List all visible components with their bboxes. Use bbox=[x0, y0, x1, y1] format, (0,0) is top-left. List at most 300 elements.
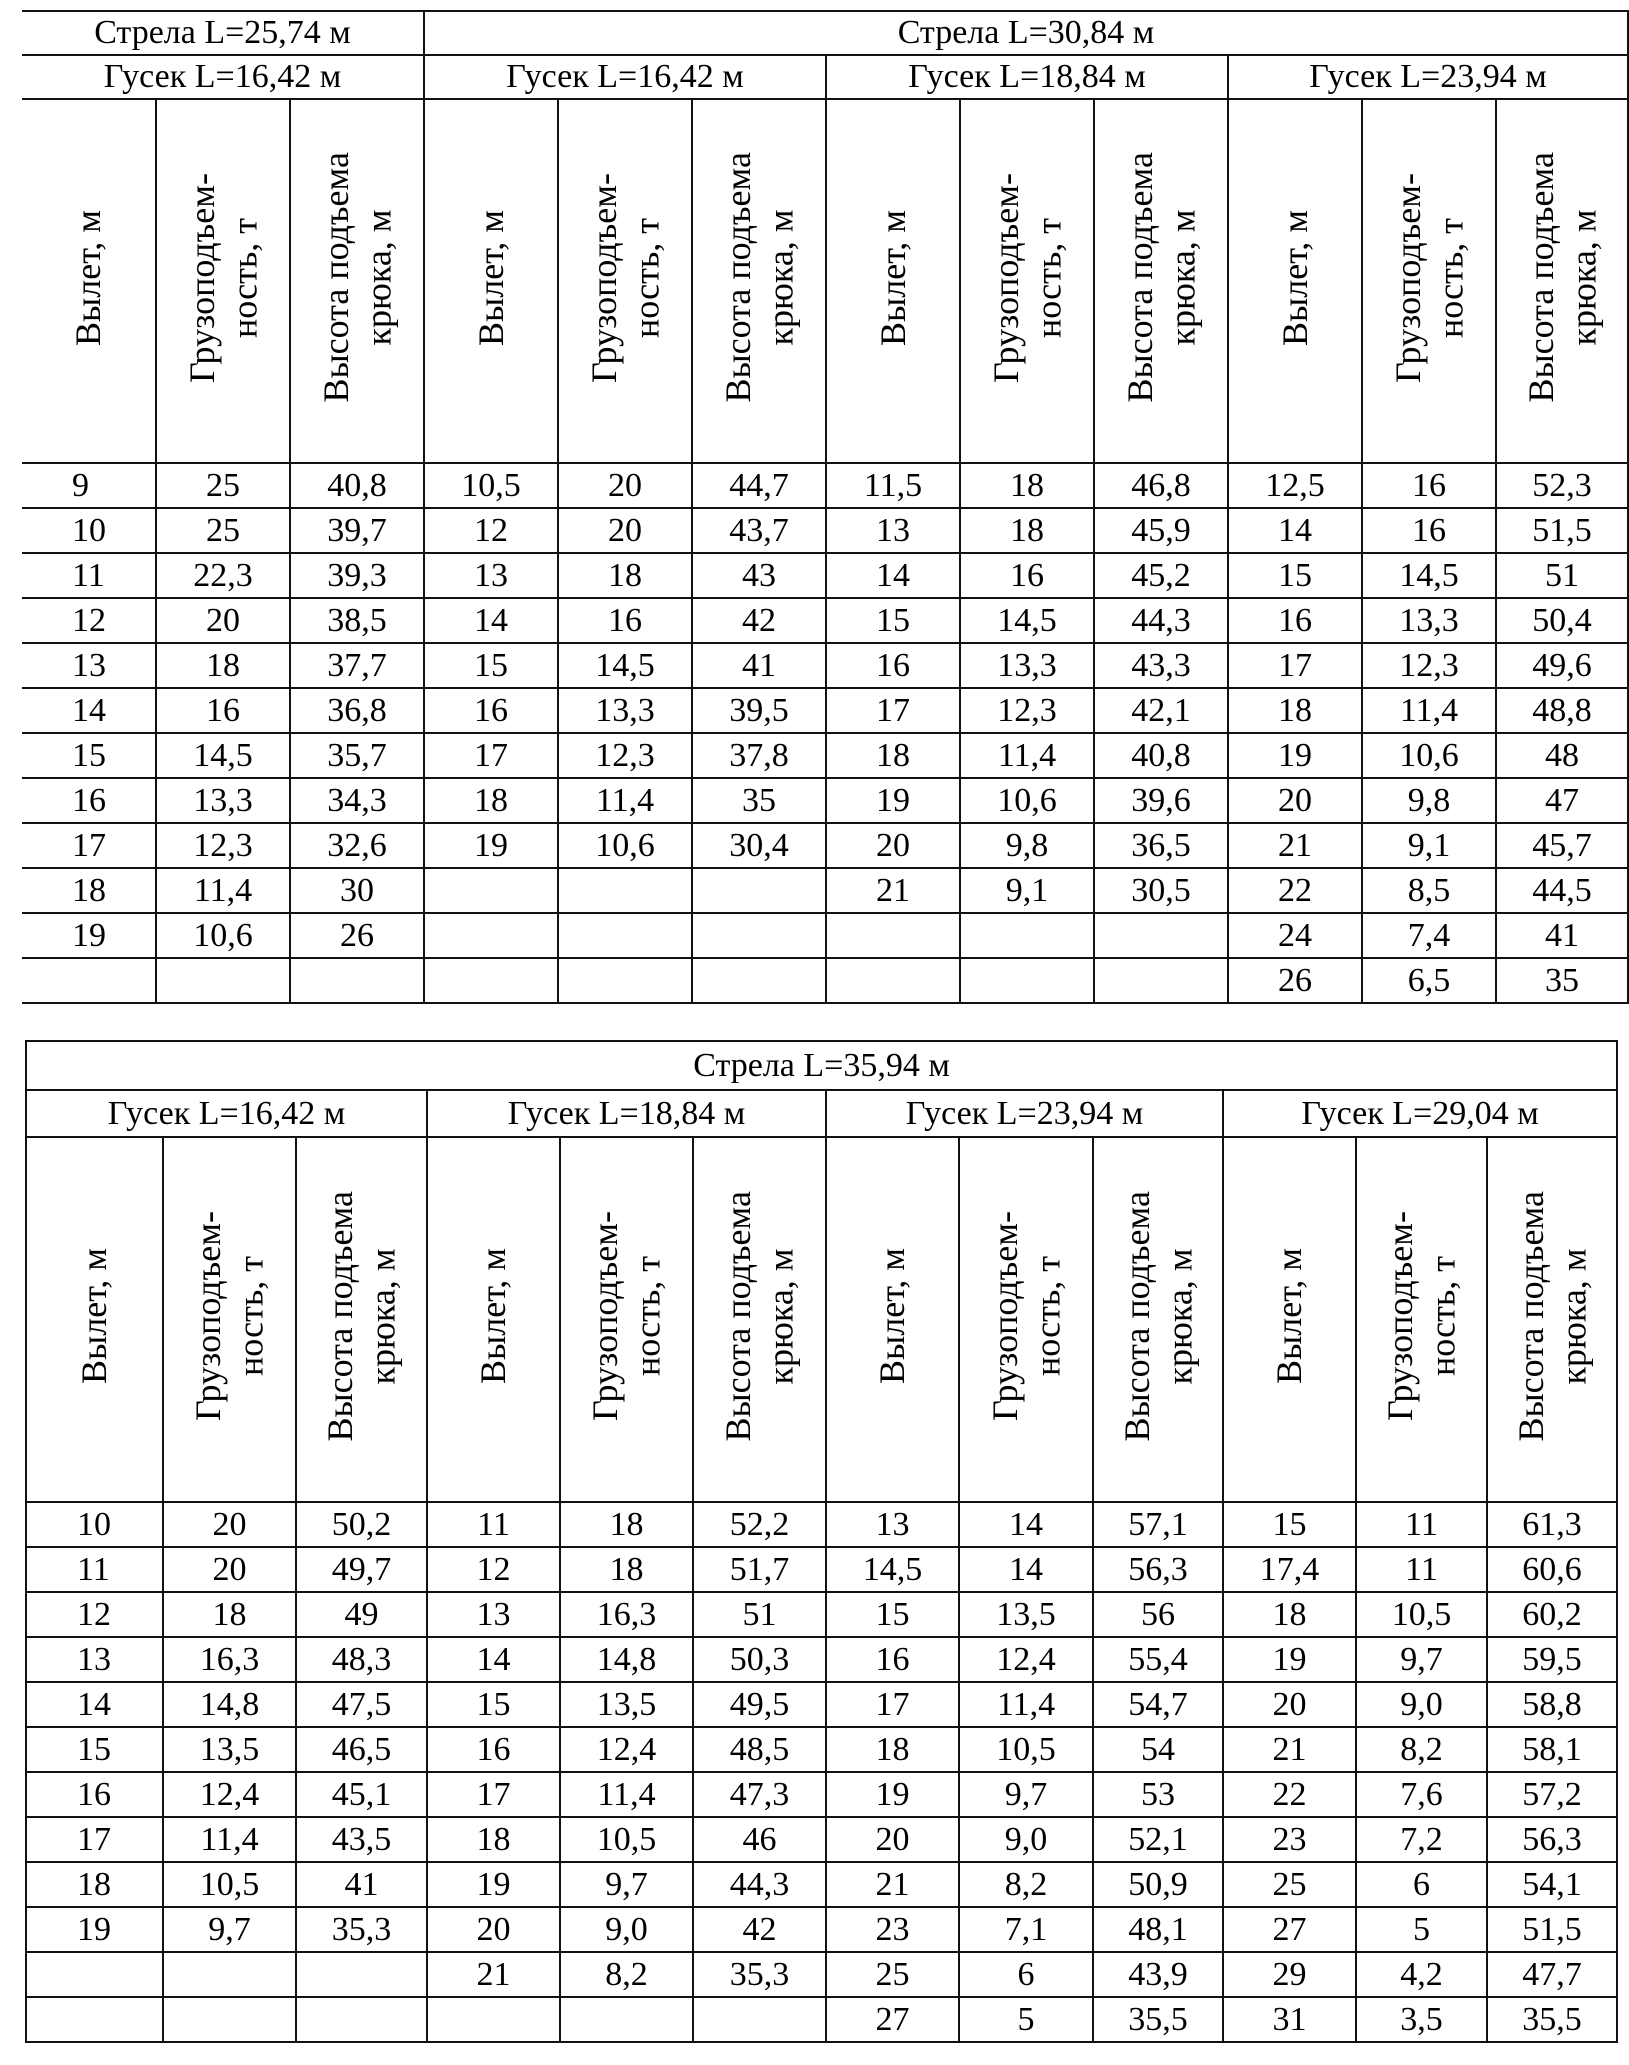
table-cell-vylet: 13 bbox=[22, 643, 156, 688]
table-cell-gruz bbox=[163, 1952, 296, 1997]
table-cell-vylet: 15 bbox=[26, 1727, 163, 1772]
table-cell-vylet: 16 bbox=[826, 1637, 959, 1682]
table-cell-vys: 46 bbox=[693, 1817, 826, 1862]
gusek-header: Гусек L=23,94 м bbox=[826, 1090, 1223, 1137]
column-header-line: крюка, м bbox=[1162, 209, 1202, 346]
table-cell-gruz: 14,8 bbox=[163, 1682, 296, 1727]
table-cell-vys: 43 bbox=[692, 553, 826, 598]
table-cell-vylet: 13 bbox=[26, 1637, 163, 1682]
column-header-gruz bbox=[1356, 1137, 1487, 1502]
table-cell-vylet: 21 bbox=[826, 1862, 959, 1907]
column-header-vys bbox=[290, 99, 424, 463]
table-cell-vys: 54,1 bbox=[1487, 1862, 1617, 1907]
table-cell-vys: 44,3 bbox=[1094, 598, 1228, 643]
column-header-label: Вылет, м bbox=[470, 209, 511, 346]
column-header-line: ность, т bbox=[626, 217, 666, 338]
table-cell-vys bbox=[1094, 958, 1228, 1003]
table-cell-vylet: 20 bbox=[427, 1907, 560, 1952]
table-cell-vys: 51,5 bbox=[1496, 508, 1628, 553]
table-cell-gruz: 10,6 bbox=[1362, 733, 1496, 778]
table-cell-vylet: 18 bbox=[826, 1727, 959, 1772]
table-cell-vys: 57,2 bbox=[1487, 1772, 1617, 1817]
table-cell-vylet: 14 bbox=[26, 1682, 163, 1727]
column-header-gruz bbox=[163, 1137, 296, 1502]
table-cell-vylet: 10 bbox=[22, 508, 156, 553]
table-cell-gruz: 6 bbox=[959, 1952, 1093, 1997]
table-cell-vylet: 19 bbox=[1228, 733, 1362, 778]
table-cell-vylet: 15 bbox=[427, 1682, 560, 1727]
table-cell-vys: 52,2 bbox=[693, 1502, 826, 1547]
table-cell-vys: 42 bbox=[693, 1907, 826, 1952]
table-cell-vys bbox=[693, 1997, 826, 2042]
table-cell-gruz: 18 bbox=[163, 1592, 296, 1637]
table-cell-vylet: 9 bbox=[22, 463, 156, 508]
table-cell-vylet: 19 bbox=[826, 778, 960, 823]
table-cell-gruz: 18 bbox=[156, 643, 290, 688]
column-header-label: Вылет, м bbox=[74, 1248, 115, 1384]
gusek-header: Гусек L=23,94 м bbox=[1228, 55, 1628, 99]
column-header-gruz bbox=[156, 99, 290, 463]
table-row bbox=[22, 958, 1628, 1003]
table-cell-vys: 43,9 bbox=[1093, 1952, 1223, 1997]
column-header-line: Высота подъема bbox=[315, 152, 356, 403]
column-header-line: Грузоподъем- bbox=[984, 1211, 1025, 1421]
table-cell-gruz: 12,4 bbox=[163, 1772, 296, 1817]
table-cell-gruz: 18 bbox=[960, 463, 1094, 508]
column-header-vys bbox=[296, 1137, 427, 1502]
table-cell-gruz: 8,5 bbox=[1362, 868, 1496, 913]
table-cell-vys: 37,8 bbox=[692, 733, 826, 778]
table-row bbox=[22, 643, 1628, 688]
table-cell-gruz: 13,5 bbox=[163, 1727, 296, 1772]
table-cell-gruz: 13,5 bbox=[959, 1592, 1093, 1637]
table-cell-gruz: 10,6 bbox=[558, 823, 692, 868]
table-cell-gruz: 10,6 bbox=[960, 778, 1094, 823]
table-cell-gruz: 13,3 bbox=[1362, 598, 1496, 643]
column-header-line: Грузоподъем- bbox=[585, 1211, 626, 1421]
table-cell-vys: 39,6 bbox=[1094, 778, 1228, 823]
table-cell-gruz: 10,6 bbox=[156, 913, 290, 958]
column-header-line: Высота подъема bbox=[1116, 1190, 1157, 1442]
table-cell-gruz: 25 bbox=[156, 508, 290, 553]
table-cell-vylet: 18 bbox=[26, 1862, 163, 1907]
table-cell-vys: 45,1 bbox=[296, 1772, 427, 1817]
table-cell-vys: 35,5 bbox=[1487, 1997, 1617, 2042]
table-cell-vylet: 16 bbox=[1228, 598, 1362, 643]
table-cell-gruz bbox=[163, 1997, 296, 2042]
table-cell-vylet: 16 bbox=[826, 643, 960, 688]
table-cell-vylet: 13 bbox=[427, 1592, 560, 1637]
table-cell-vylet: 19 bbox=[424, 823, 558, 868]
table-cell-vylet bbox=[22, 958, 156, 1003]
table-cell-gruz: 11,4 bbox=[959, 1682, 1093, 1727]
table-cell-gruz: 16 bbox=[1362, 463, 1496, 508]
table-cell-vylet: 15 bbox=[826, 598, 960, 643]
table-cell-vylet: 19 bbox=[427, 1862, 560, 1907]
table-row bbox=[26, 1952, 1617, 1997]
table-cell-vylet: 20 bbox=[1228, 778, 1362, 823]
column-header-label: Вылет, м bbox=[872, 209, 913, 346]
column-header-gruz bbox=[558, 99, 692, 463]
column-header-vylet bbox=[26, 1137, 163, 1502]
table-cell-gruz: 8,2 bbox=[1356, 1727, 1487, 1772]
table-cell-vylet: 11,5 bbox=[826, 463, 960, 508]
table-cell-vylet: 16 bbox=[424, 688, 558, 733]
table-row bbox=[26, 1907, 1617, 1952]
table-cell-vys: 48 bbox=[1496, 733, 1628, 778]
column-header-vylet bbox=[22, 99, 156, 463]
table-cell-vylet: 17 bbox=[1228, 643, 1362, 688]
table-cell-vylet: 11 bbox=[427, 1502, 560, 1547]
table-cell-vys: 35 bbox=[692, 778, 826, 823]
table-row bbox=[26, 1997, 1617, 2042]
column-header-line: ность, т bbox=[1430, 217, 1470, 338]
table-cell-vys: 47 bbox=[1496, 778, 1628, 823]
table-cell-vylet: 14 bbox=[427, 1637, 560, 1682]
column-header-vys bbox=[1496, 99, 1628, 463]
table-cell-gruz bbox=[960, 958, 1094, 1003]
table-cell-vylet: 19 bbox=[1223, 1637, 1356, 1682]
table-cell-gruz: 4,2 bbox=[1356, 1952, 1487, 1997]
table-cell-vylet: 18 bbox=[1223, 1592, 1356, 1637]
table-cell-gruz: 12,3 bbox=[558, 733, 692, 778]
table-cell-gruz: 13,5 bbox=[560, 1682, 693, 1727]
column-header-gruz bbox=[560, 1137, 693, 1502]
table-cell-vylet: 12,5 bbox=[1228, 463, 1362, 508]
table-cell-vys: 58,8 bbox=[1487, 1682, 1617, 1727]
table-cell-vys: 38,5 bbox=[290, 598, 424, 643]
table-cell-vys: 48,3 bbox=[296, 1637, 427, 1682]
table-cell-vylet: 13 bbox=[826, 1502, 959, 1547]
table-cell-vys: 57,1 bbox=[1093, 1502, 1223, 1547]
table-cell-vylet: 17,4 bbox=[1223, 1547, 1356, 1592]
table-cell-vys: 51 bbox=[1496, 553, 1628, 598]
table-cell-vylet: 24 bbox=[1228, 913, 1362, 958]
table-cell-gruz: 11,4 bbox=[156, 868, 290, 913]
table-cell-vylet: 17 bbox=[826, 688, 960, 733]
column-header-line: крюка, м bbox=[358, 209, 398, 346]
column-header-vylet bbox=[826, 1137, 959, 1502]
table-cell-gruz: 18 bbox=[560, 1502, 693, 1547]
table-cell-vys: 41 bbox=[1496, 913, 1628, 958]
table-cell-vys bbox=[290, 958, 424, 1003]
table-cell-vylet: 22 bbox=[1228, 868, 1362, 913]
table-cell-vys: 54,7 bbox=[1093, 1682, 1223, 1727]
table-cell-vys: 48,5 bbox=[693, 1727, 826, 1772]
table-cell-gruz: 12,4 bbox=[560, 1727, 693, 1772]
table-cell-vylet bbox=[826, 913, 960, 958]
table-cell-vylet: 17 bbox=[427, 1772, 560, 1817]
table-cell-vylet: 15 bbox=[826, 1592, 959, 1637]
table-cell-vylet: 19 bbox=[826, 1772, 959, 1817]
column-header-line: крюка, м bbox=[760, 209, 800, 346]
table-cell-gruz: 10,5 bbox=[560, 1817, 693, 1862]
table-row bbox=[26, 1502, 1617, 1547]
table-row bbox=[26, 1637, 1617, 1682]
table-cell-vys: 55,4 bbox=[1093, 1637, 1223, 1682]
table-cell-vys: 50,3 bbox=[693, 1637, 826, 1682]
table-cell-vys: 35,3 bbox=[296, 1907, 427, 1952]
table-cell-vys: 48,1 bbox=[1093, 1907, 1223, 1952]
table-cell-gruz: 11,4 bbox=[960, 733, 1094, 778]
column-header-label: Вылет, м bbox=[473, 1248, 514, 1384]
table-cell-vys: 45,2 bbox=[1094, 553, 1228, 598]
table-cell-gruz: 14,5 bbox=[1362, 553, 1496, 598]
table-cell-vys: 49,6 bbox=[1496, 643, 1628, 688]
table-cell-gruz: 9,0 bbox=[1356, 1682, 1487, 1727]
table-cell-vys: 30,5 bbox=[1094, 868, 1228, 913]
table-cell-vylet: 16 bbox=[22, 778, 156, 823]
table-cell-vys: 58,1 bbox=[1487, 1727, 1617, 1772]
table-cell-vylet: 18 bbox=[424, 778, 558, 823]
table-cell-vylet: 15 bbox=[1223, 1502, 1356, 1547]
table-cell-vys: 54 bbox=[1093, 1727, 1223, 1772]
column-header-line: ность, т bbox=[1422, 1255, 1463, 1377]
table-cell-vys: 40,8 bbox=[1094, 733, 1228, 778]
table-cell-gruz bbox=[960, 913, 1094, 958]
gusek-header: Гусек L=16,42 м bbox=[22, 55, 424, 99]
table-cell-vylet: 14 bbox=[1228, 508, 1362, 553]
table-cell-vylet bbox=[26, 1952, 163, 1997]
table-row bbox=[22, 508, 1628, 553]
table-cell-vylet: 13 bbox=[826, 508, 960, 553]
table-cell-vylet: 25 bbox=[826, 1952, 959, 1997]
table-cell-vys: 44,3 bbox=[693, 1862, 826, 1907]
table-cell-vys: 51 bbox=[693, 1592, 826, 1637]
column-header-line: Грузоподъем- bbox=[1387, 172, 1428, 383]
table-cell-vys: 49,5 bbox=[693, 1682, 826, 1727]
table-cell-vys: 42 bbox=[692, 598, 826, 643]
table-cell-gruz: 9,1 bbox=[1362, 823, 1496, 868]
table-cell-vys: 56 bbox=[1093, 1592, 1223, 1637]
table-cell-vys: 26 bbox=[290, 913, 424, 958]
table-cell-vys: 41 bbox=[692, 643, 826, 688]
table-cell-vys: 43,5 bbox=[296, 1817, 427, 1862]
column-header-line: Высота подъема bbox=[717, 152, 758, 403]
table-cell-vylet: 18 bbox=[427, 1817, 560, 1862]
table-cell-vylet: 23 bbox=[826, 1907, 959, 1952]
table-cell-vys: 48,8 bbox=[1496, 688, 1628, 733]
table-cell-vys: 39,7 bbox=[290, 508, 424, 553]
table-cell-gruz: 8,2 bbox=[959, 1862, 1093, 1907]
column-header-line: крюка, м bbox=[1553, 1247, 1594, 1385]
table-cell-vylet: 21 bbox=[1228, 823, 1362, 868]
table-cell-vys: 41 bbox=[296, 1862, 427, 1907]
table-cell-gruz: 16 bbox=[558, 598, 692, 643]
column-header-line: ность, т bbox=[627, 1255, 668, 1377]
table-cell-vys: 30 bbox=[290, 868, 424, 913]
table-cell-vys: 59,5 bbox=[1487, 1637, 1617, 1682]
table-cell-vylet: 19 bbox=[22, 913, 156, 958]
table-cell-gruz: 11,4 bbox=[558, 778, 692, 823]
table-cell-vylet: 14 bbox=[826, 553, 960, 598]
table-cell-vylet: 13 bbox=[424, 553, 558, 598]
column-header-line: Высота подъема bbox=[320, 1190, 361, 1442]
table-cell-vylet bbox=[26, 1997, 163, 2042]
table-cell-vylet: 26 bbox=[1228, 958, 1362, 1003]
column-header-vys bbox=[693, 1137, 826, 1502]
table-cell-vylet: 15 bbox=[22, 733, 156, 778]
table-cell-gruz: 12,3 bbox=[156, 823, 290, 868]
table-cell-vylet bbox=[427, 1997, 560, 2042]
table-cell-gruz bbox=[558, 913, 692, 958]
table-cell-gruz: 5 bbox=[959, 1997, 1093, 2042]
table-cell-vys bbox=[692, 958, 826, 1003]
table-cell-gruz: 10,5 bbox=[1356, 1592, 1487, 1637]
table-cell-vylet: 11 bbox=[26, 1547, 163, 1592]
table-cell-vylet: 16 bbox=[26, 1772, 163, 1817]
table-cell-vys: 46,5 bbox=[296, 1727, 427, 1772]
table-row bbox=[26, 1682, 1617, 1727]
table-cell-gruz: 18 bbox=[960, 508, 1094, 553]
table-cell-vys: 50,9 bbox=[1093, 1862, 1223, 1907]
table-cell-gruz: 9,7 bbox=[959, 1772, 1093, 1817]
table-cell-gruz: 14,5 bbox=[156, 733, 290, 778]
column-header-label: Вылет, м bbox=[1269, 1248, 1310, 1384]
table-cell-gruz: 9,7 bbox=[1356, 1637, 1487, 1682]
table-cell-gruz: 20 bbox=[558, 463, 692, 508]
table-cell-gruz: 14,8 bbox=[560, 1637, 693, 1682]
table-cell-gruz: 16,3 bbox=[560, 1592, 693, 1637]
table-cell-gruz: 10,5 bbox=[959, 1727, 1093, 1772]
table-row bbox=[22, 823, 1628, 868]
table-cell-vys: 44,5 bbox=[1496, 868, 1628, 913]
table-cell-gruz: 7,1 bbox=[959, 1907, 1093, 1952]
table-cell-vylet: 27 bbox=[1223, 1907, 1356, 1952]
column-header-vys bbox=[1094, 99, 1228, 463]
table-cell-vys: 44,7 bbox=[692, 463, 826, 508]
table-cell-gruz: 6 bbox=[1356, 1862, 1487, 1907]
table-cell-gruz: 18 bbox=[560, 1547, 693, 1592]
table-cell-gruz: 6,5 bbox=[1362, 958, 1496, 1003]
column-header-label: Вылет, м bbox=[872, 1248, 913, 1384]
table-cell-vys bbox=[1094, 913, 1228, 958]
table-row bbox=[22, 688, 1628, 733]
column-header-vys bbox=[692, 99, 826, 463]
table-cell-vylet: 17 bbox=[22, 823, 156, 868]
table-cell-vylet: 23 bbox=[1223, 1817, 1356, 1862]
column-header-vylet bbox=[1228, 99, 1362, 463]
column-header-label: Вылет, м bbox=[1274, 209, 1315, 346]
table-cell-gruz: 13,3 bbox=[558, 688, 692, 733]
table-cell-vys: 46,8 bbox=[1094, 463, 1228, 508]
table-cell-gruz: 9,1 bbox=[960, 868, 1094, 913]
column-header-label: Вылет, м bbox=[68, 209, 109, 346]
table-row bbox=[22, 598, 1628, 643]
table-cell-gruz: 9,0 bbox=[959, 1817, 1093, 1862]
table-cell-vys: 47,5 bbox=[296, 1682, 427, 1727]
table-cell-vys: 60,2 bbox=[1487, 1592, 1617, 1637]
table-cell-vylet: 14,5 bbox=[826, 1547, 959, 1592]
table-cell-vys: 36,8 bbox=[290, 688, 424, 733]
table-row bbox=[22, 553, 1628, 598]
column-header-vylet bbox=[826, 99, 960, 463]
table-cell-vys: 49 bbox=[296, 1592, 427, 1637]
table-cell-gruz: 7,6 bbox=[1356, 1772, 1487, 1817]
column-header-line: ность, т bbox=[230, 1255, 271, 1377]
table-cell-gruz: 13,3 bbox=[960, 643, 1094, 688]
table-cell-gruz: 20 bbox=[156, 598, 290, 643]
table-cell-gruz: 10,5 bbox=[163, 1862, 296, 1907]
table-cell-vys: 53 bbox=[1093, 1772, 1223, 1817]
table-cell-vys: 56,3 bbox=[1093, 1547, 1223, 1592]
table-cell-gruz: 9,7 bbox=[560, 1862, 693, 1907]
table-cell-gruz: 14,5 bbox=[960, 598, 1094, 643]
column-header-line: Высота подъема bbox=[718, 1190, 759, 1442]
table-cell-vylet: 18 bbox=[22, 868, 156, 913]
table-cell-vylet bbox=[424, 913, 558, 958]
table-cell-gruz: 16 bbox=[156, 688, 290, 733]
table-cell-gruz: 12,3 bbox=[1362, 643, 1496, 688]
table-cell-vys: 40,8 bbox=[290, 463, 424, 508]
column-header-line: Высота подъема bbox=[1119, 152, 1160, 403]
column-header-vylet bbox=[424, 99, 558, 463]
table-cell-vylet: 17 bbox=[826, 1682, 959, 1727]
column-header-line: Грузоподъем- bbox=[1380, 1211, 1421, 1421]
table-cell-vylet: 14 bbox=[424, 598, 558, 643]
table-cell-vys: 35,3 bbox=[693, 1952, 826, 1997]
table-cell-gruz: 12,4 bbox=[959, 1637, 1093, 1682]
table-cell-vys: 52,3 bbox=[1496, 463, 1628, 508]
table-cell-gruz: 25 bbox=[156, 463, 290, 508]
table-cell-gruz: 20 bbox=[163, 1547, 296, 1592]
table-cell-vys bbox=[692, 913, 826, 958]
table-cell-vys: 61,3 bbox=[1487, 1502, 1617, 1547]
table-cell-gruz bbox=[560, 1997, 693, 2042]
table-cell-vylet: 10,5 bbox=[424, 463, 558, 508]
table-cell-gruz: 9,8 bbox=[960, 823, 1094, 868]
table-cell-vylet: 15 bbox=[424, 643, 558, 688]
column-header-line: Грузоподъем- bbox=[188, 1211, 229, 1421]
table-cell-vylet: 10 bbox=[26, 1502, 163, 1547]
table-cell-vylet: 21 bbox=[427, 1952, 560, 1997]
strela-header: Стрела L=25,74 м bbox=[22, 11, 424, 55]
column-header-line: Высота подъема bbox=[1520, 152, 1561, 403]
column-header-line: ность, т bbox=[1028, 217, 1068, 338]
table-cell-vys: 47,3 bbox=[693, 1772, 826, 1817]
table-cell-vys: 43,3 bbox=[1094, 643, 1228, 688]
table-cell-vylet: 12 bbox=[22, 598, 156, 643]
table-cell-vylet: 16 bbox=[427, 1727, 560, 1772]
table-cell-gruz: 20 bbox=[163, 1502, 296, 1547]
table-cell-gruz bbox=[558, 958, 692, 1003]
table-cell-vylet: 20 bbox=[826, 823, 960, 868]
table-cell-vylet bbox=[424, 868, 558, 913]
table-cell-vylet: 27 bbox=[826, 1997, 959, 2042]
column-header-line: Высота подъема bbox=[1510, 1190, 1551, 1442]
table-row bbox=[26, 1547, 1617, 1592]
table-cell-vylet: 19 bbox=[26, 1907, 163, 1952]
column-header-vys bbox=[1093, 1137, 1223, 1502]
column-header-gruz bbox=[960, 99, 1094, 463]
table-cell-gruz bbox=[558, 868, 692, 913]
strela-header: Стрела L=30,84 м bbox=[424, 11, 1628, 55]
table-cell-vys: 35,7 bbox=[290, 733, 424, 778]
table-row bbox=[26, 1727, 1617, 1772]
table-cell-vylet: 14 bbox=[22, 688, 156, 733]
table-cell-gruz: 14 bbox=[959, 1502, 1093, 1547]
table-cell-vys: 34,3 bbox=[290, 778, 424, 823]
table-cell-vys: 30,4 bbox=[692, 823, 826, 868]
table-cell-vylet: 12 bbox=[424, 508, 558, 553]
table-cell-gruz: 16 bbox=[960, 553, 1094, 598]
gusek-header: Гусек L=29,04 м bbox=[1223, 1090, 1617, 1137]
column-header-line: Грузоподъем- bbox=[181, 172, 222, 383]
table-cell-vylet: 17 bbox=[424, 733, 558, 778]
gusek-header: Гусек L=16,42 м bbox=[26, 1090, 427, 1137]
table-cell-vylet: 31 bbox=[1223, 1997, 1356, 2042]
gusek-header: Гусек L=16,42 м bbox=[424, 55, 826, 99]
